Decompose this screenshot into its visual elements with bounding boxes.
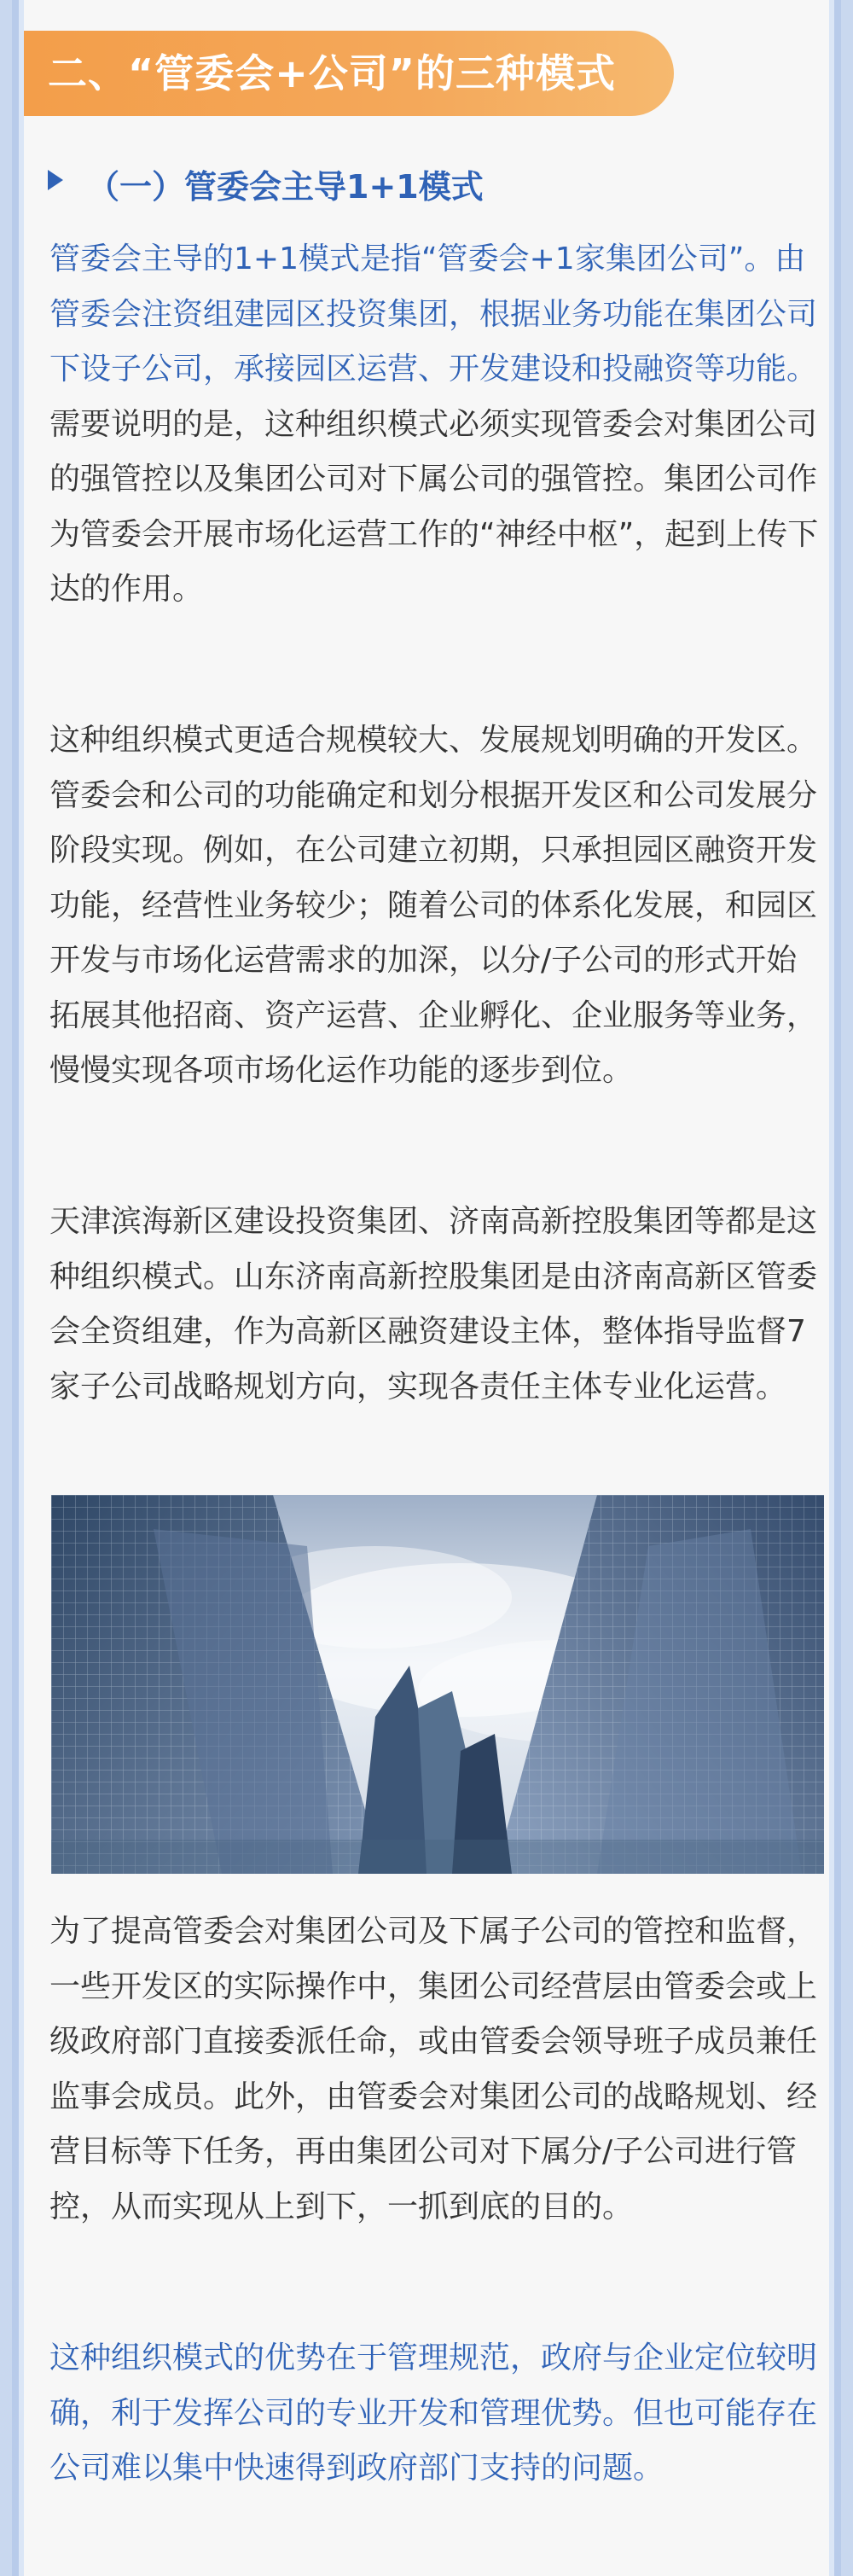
triangle-bullet-icon	[48, 170, 63, 190]
paragraph-2: 这种组织模式更适合规模较大、发展规划明确的开发区。管委会和公司的功能确定和划分根据开发区和公司发展分阶段实现。例如，在公司建立初期，只承担园区融资开发功能，经营性业务较少；随着公司的体系化发展，和园区开发与市场化运营需求的加深，以分/子公司的形式开始拓展其他招商、资产运营、企业孵化、企业服务等业务，慢慢实现各项市场化运作功能的逐步到位。	[49, 723, 818, 1088]
section-title-banner: 二、“管委会+公司”的三种模式	[24, 31, 674, 116]
paragraph-5: 这种组织模式的优势在于管理规范，政府与企业定位较明确，利于发挥公司的专业开发和管理优势。但也可能存在公司难以集中快速得到政府部门支持的问题。	[49, 2340, 818, 2486]
paragraph-1	[49, 232, 826, 618]
subsection-title: （一）管委会主导1+1模式	[87, 167, 484, 206]
subsection-heading	[48, 154, 484, 213]
article-frame	[24, 0, 829, 2576]
skyscraper-image	[51, 1495, 824, 1874]
skyscraper-photo	[51, 1495, 824, 1874]
paragraph-1-highlight: 管委会主导的1+1模式是指“管委会+1家集团公司”。由管委会注资组建园区投资集团，根据业务功能在集团公司下设子公司，承接园区运营、开发建设和投融资等功能。	[49, 241, 818, 387]
paragraph-4: 为了提高管委会对集团公司及下属子公司的管控和监督，一些开发区的实际操作中，集团公司经营层由管委会或上级政府部门直接委派任命，或由管委会领导班子成员兼任监事会成员。此外，由管委会对集团公司的战略规划、经营目标等下任务，再由集团公司对下属分/子公司进行管控，从而实现从上到下，一抓到底的目的。	[49, 1914, 818, 2224]
paragraph-3: 天津滨海新区建设投资集团、济南高新控股集团等都是这种组织模式。山东济南高新控股集团是由济南高新区管委会全资组建，作为高新区融资建设主体，整体指导监督7家子公司战略规划方向，实现各责任主体专业化运营。	[49, 1204, 818, 1404]
paragraph-1-rest: 需要说明的是，这种组织模式必须实现管委会对集团公司的强管控以及集团公司对下属公司的强管控。集团公司作为管委会开展市场化运营工作的“神经中枢”，起到上传下达的作用。	[49, 406, 819, 607]
